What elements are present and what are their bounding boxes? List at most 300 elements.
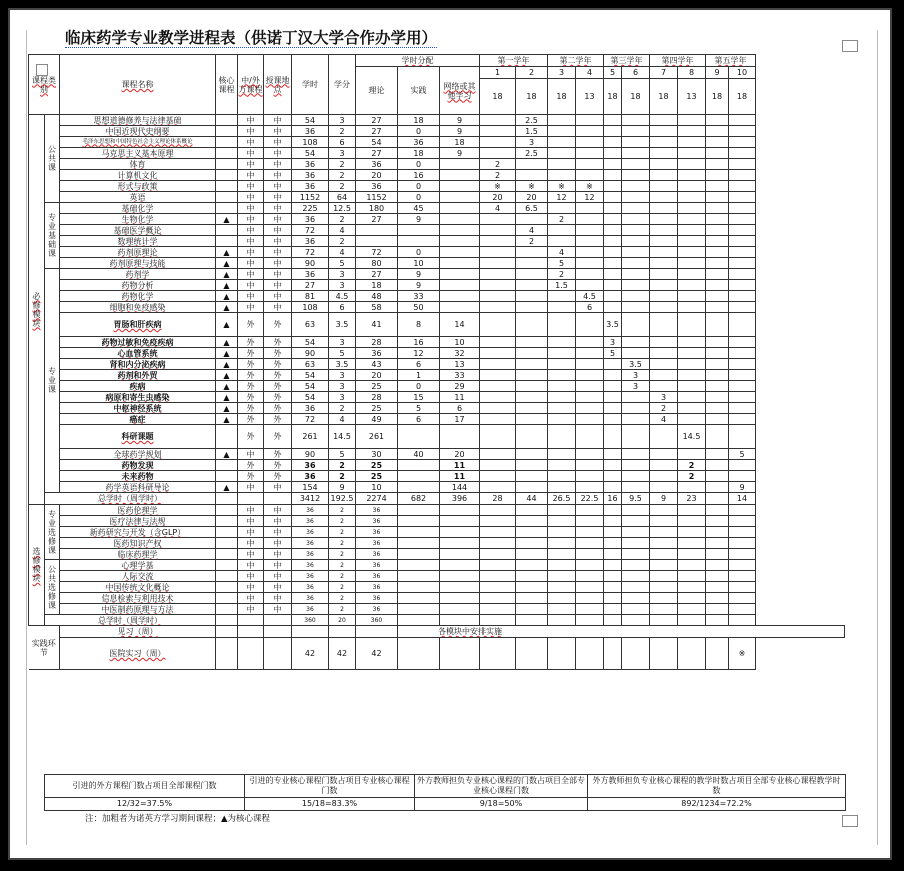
practice-cell: 9 (398, 269, 440, 280)
credits-cell: 6 (329, 302, 356, 313)
credits-cell: 2 (329, 527, 356, 538)
term-hours-cell: 3.5 (622, 359, 650, 370)
summary-label-4: 外方教师担负专业核心课程的教学时数占项目全部专业核心课程教学时数 (588, 775, 846, 798)
hours-cell: 36 (292, 460, 329, 471)
table-row (29, 370, 845, 381)
elective-course-name: 医药伦理学 (60, 505, 216, 516)
credits-cell: 3 (329, 337, 356, 348)
term-hours-cell (548, 604, 576, 615)
empty-cell (398, 615, 440, 626)
summary-value-4: 892/1234=72.2% (588, 798, 846, 811)
term-hours-cell (650, 148, 678, 159)
term-hours-cell (650, 214, 678, 225)
term-hours-cell (604, 549, 622, 560)
empty-cell (622, 638, 650, 670)
term-hours-cell (678, 359, 706, 370)
term-hours-cell (706, 392, 729, 403)
term-hours-cell (576, 582, 604, 593)
theory-cell: 18 (356, 280, 398, 291)
term-hours-cell (706, 302, 729, 313)
term-hours-cell: 5 (548, 258, 576, 269)
place-cell: 外 (264, 313, 292, 337)
online-cell: 32 (440, 348, 480, 359)
elective-course-name: 人际交流 (60, 571, 216, 582)
header-weeks: 18 (516, 79, 548, 115)
cn-foreign-cell: 中 (238, 302, 264, 313)
table-row (29, 626, 845, 638)
term-hours-cell (706, 214, 729, 225)
theory-cell: 20 (356, 370, 398, 381)
term-hours-cell (650, 291, 678, 302)
online-cell (440, 203, 480, 214)
term-hours-cell (729, 538, 756, 549)
term-hours-cell (729, 170, 756, 181)
online-cell: 11 (440, 471, 480, 482)
term-hours-cell (604, 604, 622, 615)
term-hours-cell (576, 460, 604, 471)
term-hours-cell (516, 280, 548, 291)
term-hours-cell (548, 203, 576, 214)
credits-cell: 64 (329, 192, 356, 203)
term-hours-cell (604, 560, 622, 571)
term-hours-cell (729, 313, 756, 337)
hours-cell: 36 (292, 571, 329, 582)
elective-total-hours: 360 (292, 615, 329, 626)
term-hours-cell (576, 159, 604, 170)
term-hours-cell (622, 291, 650, 302)
term-hours-cell (548, 403, 576, 414)
term-hours-cell (622, 449, 650, 460)
place-cell: 中 (264, 214, 292, 225)
elective-course-name: 医疗法律与法规 (60, 516, 216, 527)
course-name: 药剂和外贸 (60, 370, 216, 381)
term-hours-cell (480, 593, 516, 604)
theory-cell: 36 (356, 604, 398, 615)
term-hours-cell (678, 414, 706, 425)
cn-foreign-cell: 中 (238, 159, 264, 170)
term-hours-cell: 5 (604, 348, 622, 359)
header-online: 网络或其他学习 (440, 67, 480, 115)
term-hours-cell (576, 381, 604, 392)
term-hours-cell (604, 516, 622, 527)
table-row (29, 137, 845, 148)
term-hours-cell (678, 203, 706, 214)
term-hours-cell (622, 137, 650, 148)
hours-cell: 36 (292, 236, 329, 247)
cn-foreign-cell: 外 (238, 348, 264, 359)
header-year: 第四学年 (650, 55, 706, 67)
term-hours-cell (516, 460, 548, 471)
footnote: 注：加粗者为诺英方学习期间课程；▲为核心课程 (85, 814, 271, 824)
place-cell: 外 (264, 381, 292, 392)
table-row (29, 582, 845, 593)
term-hours-cell (480, 425, 516, 449)
term-hours-cell (678, 302, 706, 313)
term-hours-cell (604, 148, 622, 159)
cn-foreign-cell: 中 (238, 516, 264, 527)
hours-cell: 27 (292, 280, 329, 291)
online-cell (440, 527, 480, 538)
place-cell: 外 (264, 460, 292, 471)
term-hours-cell (604, 505, 622, 516)
online-cell (440, 291, 480, 302)
term-hours-cell (622, 280, 650, 291)
practice-note: 各模块中安排实施 (398, 626, 845, 638)
core-marker (216, 460, 238, 471)
term-hours-cell (480, 115, 516, 126)
term-hours-cell (650, 604, 678, 615)
term-hours-cell (729, 348, 756, 359)
required-total-term (706, 493, 729, 505)
hours-cell: 36 (292, 538, 329, 549)
term-hours-cell (678, 181, 706, 192)
term-hours-cell (650, 280, 678, 291)
term-hours-cell (480, 582, 516, 593)
place-cell: 中 (264, 527, 292, 538)
term-hours-cell (548, 582, 576, 593)
core-marker: ▲ (216, 337, 238, 348)
table-row (29, 247, 845, 258)
term-hours-cell (622, 269, 650, 280)
elective-course-name: 信息检索与利用技术 (60, 593, 216, 604)
online-cell (440, 181, 480, 192)
core-marker (216, 425, 238, 449)
cn-foreign-cell: 中 (238, 482, 264, 493)
term-hours-cell (516, 505, 548, 516)
online-cell (440, 236, 480, 247)
term-hours-cell (516, 538, 548, 549)
header-year: 第一学年 (480, 55, 548, 67)
practice-observation: 见习（周） (60, 626, 216, 638)
header-weeks: 18 (650, 79, 678, 115)
term-hours-cell (516, 593, 548, 604)
term-hours-cell (576, 471, 604, 482)
term-hours-cell (548, 538, 576, 549)
term-hours-cell (480, 302, 516, 313)
term-hours-cell (678, 192, 706, 203)
elective-course-name: 新药研究与开发（含GLP） (60, 527, 216, 538)
header-practice: 实践 (398, 67, 440, 115)
term-hours-cell (516, 449, 548, 460)
empty-cell (216, 626, 238, 638)
core-marker (216, 560, 238, 571)
term-hours-cell: ※ (576, 181, 604, 192)
term-hours-cell (604, 181, 622, 192)
term-hours-cell (480, 538, 516, 549)
credits-cell: 4 (329, 414, 356, 425)
place-cell: 外 (264, 471, 292, 482)
course-name: 细胞和免疫感染 (60, 302, 216, 313)
header-place: 授课地点 (264, 55, 292, 115)
term-hours-cell (604, 302, 622, 313)
practice-cell (398, 571, 440, 582)
online-cell: 11 (440, 392, 480, 403)
term-hours-cell (516, 302, 548, 313)
table-row (29, 55, 845, 67)
term-hours-cell (576, 337, 604, 348)
term-hours-cell (622, 348, 650, 359)
term-hours-cell (604, 460, 622, 471)
cn-foreign-cell: 中 (238, 593, 264, 604)
term-hours-cell (622, 471, 650, 482)
term-hours-cell (706, 280, 729, 291)
course-name: 未来药物 (60, 471, 216, 482)
term-hours-cell (650, 560, 678, 571)
term-hours-cell (706, 258, 729, 269)
term-hours-cell (706, 370, 729, 381)
hours-cell: 90 (292, 258, 329, 269)
term-hours-cell (650, 203, 678, 214)
credits-cell: 3 (329, 381, 356, 392)
credits-cell: 2 (329, 549, 356, 560)
term-hours-cell (678, 236, 706, 247)
practice-cell (398, 505, 440, 516)
practice-cell (398, 236, 440, 247)
theory-cell: 36 (356, 549, 398, 560)
term-hours-cell (480, 269, 516, 280)
hours-cell: 36 (292, 549, 329, 560)
scroll-marker[interactable] (842, 40, 858, 52)
place-cell: 外 (264, 337, 292, 348)
term-hours-cell (650, 359, 678, 370)
term-hours-cell (678, 571, 706, 582)
elective-course-name: 心理学基 (60, 560, 216, 571)
online-cell (440, 516, 480, 527)
core-marker (216, 170, 238, 181)
cn-foreign-cell: 中 (238, 549, 264, 560)
term-hours-cell (622, 302, 650, 313)
practice-cell: 16 (398, 337, 440, 348)
required-total-term: 22.5 (576, 493, 604, 505)
table-row (29, 115, 845, 126)
term-hours-cell (706, 313, 729, 337)
hours-cell: 36 (292, 214, 329, 225)
term-hours-cell (729, 203, 756, 214)
summary-value-3: 9/18=50% (415, 798, 588, 811)
group-professional-basic: 专业基础课 (45, 203, 60, 269)
core-marker: ▲ (216, 247, 238, 258)
term-hours-cell (604, 192, 622, 203)
term-hours-cell (706, 482, 729, 493)
practice-cell: 8 (398, 313, 440, 337)
term-hours-cell (480, 449, 516, 460)
term-hours-cell (576, 258, 604, 269)
term-hours-cell (622, 225, 650, 236)
term-hours-cell (604, 370, 622, 381)
credits-cell: 3 (329, 269, 356, 280)
term-hours-cell (622, 258, 650, 269)
core-marker (216, 115, 238, 126)
term-hours-cell (480, 392, 516, 403)
table-row (29, 471, 845, 482)
theory-cell: 36 (356, 159, 398, 170)
term-hours-cell (480, 280, 516, 291)
term-hours-cell (622, 582, 650, 593)
header-term: 9 (706, 67, 729, 79)
practice-hospital-internship: 医院实习（周） (60, 638, 216, 670)
hours-cell: 225 (292, 203, 329, 214)
term-hours-cell (650, 258, 678, 269)
required-total-term: 16 (604, 493, 622, 505)
term-hours-cell (729, 571, 756, 582)
term-hours-cell (622, 403, 650, 414)
core-marker: ▲ (216, 359, 238, 370)
core-marker (216, 181, 238, 192)
header-term: 8 (678, 67, 706, 79)
cn-foreign-cell: 中 (238, 236, 264, 247)
course-name: 计算机文化 (60, 170, 216, 181)
term-hours-cell (729, 460, 756, 471)
term-hours-cell (729, 604, 756, 615)
term-hours-cell (650, 471, 678, 482)
theory-cell: 36 (356, 593, 398, 604)
term-hours-cell (729, 337, 756, 348)
empty-cell (706, 615, 729, 626)
term-hours-cell (480, 505, 516, 516)
online-cell: 13 (440, 359, 480, 370)
online-cell: 33 (440, 370, 480, 381)
theory-cell: 36 (356, 582, 398, 593)
core-marker (216, 593, 238, 604)
term-hours-cell (622, 505, 650, 516)
term-hours-cell (706, 203, 729, 214)
course-name: 癌症 (60, 414, 216, 425)
empty-cell (548, 615, 576, 626)
theory-cell (356, 225, 398, 236)
term-hours-cell (480, 137, 516, 148)
place-cell: 中 (264, 571, 292, 582)
required-total-term: 28 (480, 493, 516, 505)
term-hours-cell (576, 505, 604, 516)
place-cell: 中 (264, 516, 292, 527)
term-hours-cell (678, 604, 706, 615)
core-marker (216, 471, 238, 482)
term-hours-cell: 2 (650, 403, 678, 414)
credits-cell: 3 (329, 115, 356, 126)
credits-cell: 3 (329, 370, 356, 381)
term-hours-cell (480, 527, 516, 538)
table-row (29, 359, 845, 370)
empty-cell (264, 626, 292, 638)
term-hours-cell (604, 359, 622, 370)
term-hours-cell (480, 549, 516, 560)
term-hours-cell (678, 482, 706, 493)
practice-cell: 10 (398, 258, 440, 269)
empty-cell (264, 615, 292, 626)
empty-cell (238, 638, 264, 670)
credits-cell: 2 (329, 236, 356, 247)
empty-cell (292, 626, 329, 638)
term-hours-cell (516, 258, 548, 269)
term-hours-cell (604, 593, 622, 604)
cn-foreign-cell: 中 (238, 291, 264, 302)
term-hours-cell (678, 516, 706, 527)
term-hours-cell (729, 414, 756, 425)
practice-cell (398, 425, 440, 449)
table-row (29, 280, 845, 291)
theory-cell: 54 (356, 137, 398, 148)
term-hours-cell (678, 170, 706, 181)
practice-cell: 5 (398, 403, 440, 414)
online-cell (440, 192, 480, 203)
online-cell (440, 269, 480, 280)
header-weeks: 18 (480, 79, 516, 115)
header-category: 课程类别 (29, 55, 60, 115)
hours-cell: 81 (292, 291, 329, 302)
term-hours-cell (650, 181, 678, 192)
credits-cell: 2 (329, 170, 356, 181)
theory-cell: 27 (356, 126, 398, 137)
term-hours-cell (576, 203, 604, 214)
term-hours-cell (706, 571, 729, 582)
place-cell: 中 (264, 126, 292, 137)
hours-cell: 36 (292, 593, 329, 604)
term-hours-cell: 2 (480, 159, 516, 170)
term-hours-cell: 2 (678, 460, 706, 471)
credits-cell: 2 (329, 181, 356, 192)
term-hours-cell: 6.5 (516, 203, 548, 214)
online-cell (440, 505, 480, 516)
online-cell: 9 (440, 148, 480, 159)
internship-credits: 42 (329, 638, 356, 670)
hours-cell: 36 (292, 181, 329, 192)
term-hours-cell (706, 516, 729, 527)
hours-cell: 72 (292, 247, 329, 258)
credits-cell: 2 (329, 403, 356, 414)
empty-cell (238, 493, 264, 505)
course-name: 药物过敏和免疫疾病 (60, 337, 216, 348)
core-marker (216, 604, 238, 615)
term-hours-cell (678, 392, 706, 403)
cn-foreign-cell: 外 (238, 370, 264, 381)
credits-cell: 2 (329, 214, 356, 225)
place-cell: 中 (264, 593, 292, 604)
term-hours-cell (650, 460, 678, 471)
theory-cell: 10 (356, 482, 398, 493)
core-marker: ▲ (216, 258, 238, 269)
core-marker: ▲ (216, 214, 238, 225)
core-marker: ▲ (216, 414, 238, 425)
cn-foreign-cell: 中 (238, 203, 264, 214)
term-hours-cell (622, 425, 650, 449)
practice-cell: 18 (398, 115, 440, 126)
place-cell: 中 (264, 582, 292, 593)
term-hours-cell (480, 560, 516, 571)
term-hours-cell (729, 214, 756, 225)
term-hours-cell (604, 414, 622, 425)
credits-cell: 12.5 (329, 203, 356, 214)
place-cell: 中 (264, 280, 292, 291)
term-hours-cell (706, 359, 729, 370)
table-row (29, 126, 845, 137)
term-hours-cell (622, 527, 650, 538)
term-hours-cell (480, 247, 516, 258)
online-cell (440, 214, 480, 225)
term-hours-cell (650, 381, 678, 392)
term-hours-cell (480, 126, 516, 137)
term-hours-cell (548, 505, 576, 516)
online-cell: 9 (440, 126, 480, 137)
term-hours-cell (548, 225, 576, 236)
term-hours-cell: 2 (548, 214, 576, 225)
term-hours-cell: 20 (480, 192, 516, 203)
summary-table (44, 774, 846, 811)
course-name: 中枢神经系统 (60, 403, 216, 414)
term-hours-cell (604, 126, 622, 137)
term-hours-cell (548, 471, 576, 482)
scroll-marker-bottom[interactable] (842, 815, 858, 827)
summary-label-3: 外方教师担负专业核心课程的门数占项目全部专业核心课程门数 (415, 775, 588, 798)
